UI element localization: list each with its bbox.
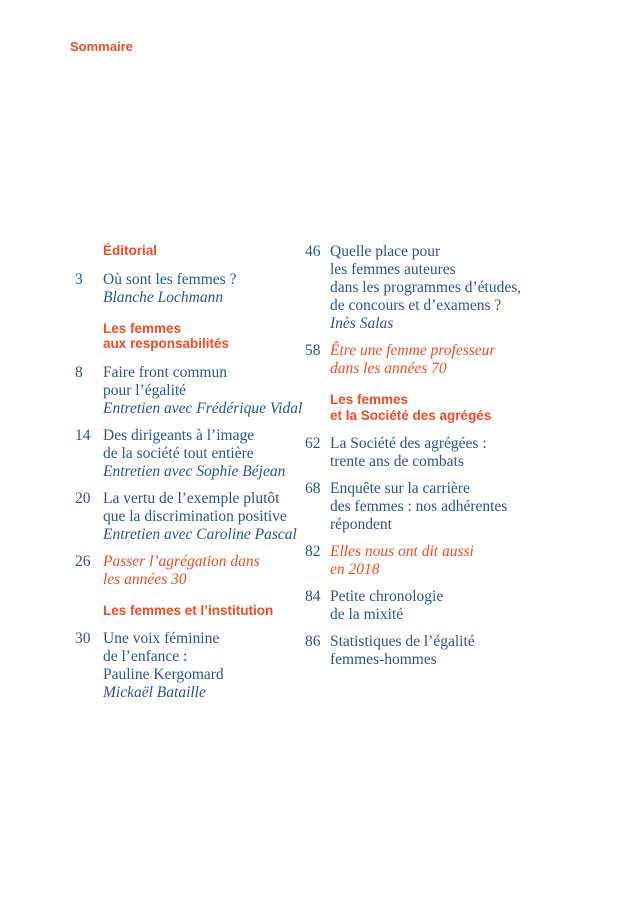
entry-page-number: 14 [75,426,91,444]
entry-title-line: femmes-hommes [330,651,437,668]
toc-entry-p46 [305,243,590,333]
entry-title-line: La Société des agrégées : [330,435,487,452]
section-heading-editorial [103,243,313,259]
entry-author: Mickaël Bataille [103,684,206,701]
entry-text [103,427,313,481]
entry-page-number: 26 [75,552,91,570]
entry-text [330,633,590,669]
entry-text [330,342,590,378]
page-title: Sommaire [70,39,133,54]
toc-entry-p82 [305,543,590,579]
entry-title-line: Statistiques de l’égalité [330,633,475,650]
toc-entry-p86 [305,633,590,669]
entry-title-line: de la mixité [330,606,404,623]
toc-entry-p14 [75,427,313,481]
entry-text [330,543,590,579]
toc-left-column [75,243,313,711]
entry-title-line: Faire front commun [103,363,227,381]
entry-text [330,243,590,333]
entry-text [103,490,313,544]
entry-title-line: les années 30 [103,570,187,588]
entry-page-number: 84 [305,588,321,605]
toc-entry-p30 [75,630,313,702]
entry-title-line: trente ans de combats [330,453,464,470]
section-heading-line: Éditorial [103,243,158,258]
toc-right-column [305,243,590,678]
toc-entry-p3 [75,271,313,307]
entry-title-line: pour l’égalité [103,381,187,399]
entry-text [103,271,313,307]
toc-entry-p68 [305,480,590,534]
entry-title-line: dans les années 70 [330,360,447,377]
entry-page-number: 82 [305,543,321,560]
toc-entry-p84 [305,588,590,624]
entry-page-number: 68 [305,480,321,497]
entry-title-line: que la discrimination positive [103,507,287,525]
entry-title-line: répondent [330,516,392,533]
entry-title-line: Petite chronologie [330,588,444,605]
entry-title-line: Quelle place pour [330,243,441,260]
entry-text [330,435,590,471]
entry-title-line: Elles nous ont dit aussi [330,543,474,560]
entry-title-line: Une voix féminine [103,630,220,647]
section-heading-line: aux responsabilités [103,336,230,351]
section-heading-line: Les femmes [103,320,182,336]
entry-title-line: les femmes auteures [330,261,456,278]
section-heading-line: Les femmes et l’institution [103,602,274,618]
toc-entry-p8 [75,364,313,418]
entry-text [330,588,590,624]
entry-page-number: 58 [305,342,321,359]
toc-entry-p26 [75,553,313,589]
entry-title-line: de l’enfance : [103,648,188,665]
toc-entry-p62 [305,435,590,471]
entry-text [330,480,590,534]
entry-author: Entretien avec Frédérique Vidal [103,399,303,417]
entry-title-line: Enquête sur la carrière [330,480,470,497]
section-heading-line: et la Société des agrégés [330,407,492,423]
entry-text [103,630,313,702]
entry-author: Entretien avec Caroline Pascal [103,525,297,543]
entry-page-number: 3 [75,270,83,288]
section-heading-line: Les femmes [330,392,409,407]
entry-page-number: 20 [75,489,91,507]
entry-title-line: Passer l’agrégation dans [103,552,260,570]
entry-title-line: Être une femme professeur [330,342,496,359]
entry-title-line: en 2018 [330,561,380,578]
entry-title-line: de la société tout entière [103,444,254,462]
entry-page-number: 8 [75,363,83,381]
entry-author: Inès Salas [330,315,394,332]
section-heading-femmes-societe-agreges [330,392,590,423]
entry-page-number: 62 [305,435,321,452]
section-heading-femmes-institution [103,603,313,619]
entry-title-line: dans les programmes d’études, [330,279,522,296]
entry-title-line: Pauline Kergomard [103,666,224,683]
entry-title-line: La vertu de l’exemple plutôt [103,489,280,507]
entry-title-line: Où sont les femmes ? [103,270,237,288]
entry-title-line: Des dirigeants à l’image [103,426,255,444]
entry-text [103,553,313,589]
entry-author: Blanche Lochmann [103,288,224,306]
toc-entry-p58 [305,342,590,378]
entry-title-line: des femmes : nos adhérentes [330,498,508,515]
entry-title-line: de concours et d’examens ? [330,297,502,314]
entry-text [103,364,313,418]
entry-page-number: 30 [75,630,91,647]
entry-page-number: 46 [305,243,321,260]
entry-page-number: 86 [305,633,321,650]
entry-author: Entretien avec Sophie Béjean [103,462,286,480]
section-heading-femmes-responsabilites [103,321,313,352]
toc-entry-p20 [75,490,313,544]
